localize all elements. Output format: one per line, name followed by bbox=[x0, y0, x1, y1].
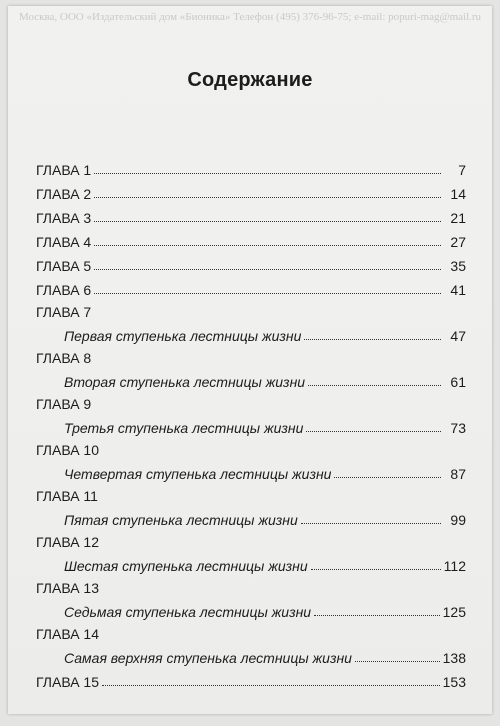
chapter-subtitle: Вторая ступенька лестницы жизни bbox=[64, 374, 306, 390]
page-number: 73 bbox=[450, 420, 466, 436]
dot-leader bbox=[308, 384, 441, 386]
book-page bbox=[8, 6, 492, 714]
dot-leader bbox=[94, 244, 441, 246]
chapter-label: ГЛАВА 5 bbox=[36, 258, 92, 274]
dot-leader bbox=[311, 568, 441, 570]
chapter-label: ГЛАВА 7 bbox=[36, 304, 92, 320]
page-number: 35 bbox=[450, 258, 466, 274]
dot-leader bbox=[94, 268, 441, 270]
dot-leader bbox=[306, 430, 441, 432]
page-number: 14 bbox=[450, 186, 466, 202]
dot-leader bbox=[301, 522, 441, 524]
page-number: 125 bbox=[442, 604, 466, 620]
dot-leader bbox=[94, 220, 441, 222]
page-number: 99 bbox=[450, 512, 466, 528]
toc-entry bbox=[36, 344, 466, 390]
chapter-label: ГЛАВА 11 bbox=[36, 488, 98, 504]
dot-leader bbox=[304, 338, 441, 340]
toc-entry bbox=[36, 226, 466, 250]
toc-entry bbox=[36, 482, 466, 528]
bleed-through-imprint: Москва, ООО «Издательский дом «Бионика» Телефон (495) 376-96-75; e-mail: popuri-mag@mail.ru bbox=[18, 11, 482, 23]
chapter-label: ГЛАВА 3 bbox=[36, 210, 92, 226]
chapter-subtitle: Третья ступенька лестницы жизни bbox=[64, 420, 304, 436]
chapter-label: ГЛАВА 14 bbox=[36, 626, 99, 642]
chapter-subtitle: Самая верхняя ступенька лестницы жизни bbox=[64, 650, 352, 666]
page-number: 87 bbox=[450, 466, 466, 482]
page-number: 112 bbox=[443, 558, 466, 574]
chapter-label: ГЛАВА 8 bbox=[36, 350, 92, 366]
chapter-label: ГЛАВА 15 bbox=[36, 674, 99, 690]
chapter-subtitle: Пятая ступенька лестницы жизни bbox=[64, 512, 298, 528]
page-number: 138 bbox=[442, 650, 466, 666]
dot-leader bbox=[314, 614, 440, 616]
toc-entry bbox=[36, 390, 466, 436]
toc-entry bbox=[36, 250, 466, 274]
toc-entry bbox=[36, 574, 466, 620]
page-number: 41 bbox=[450, 282, 466, 298]
toc-entry bbox=[36, 154, 466, 178]
chapter-label: ГЛАВА 12 bbox=[36, 534, 99, 550]
page-number: 7 bbox=[458, 162, 466, 178]
toc-entry bbox=[36, 274, 466, 298]
page-number: 47 bbox=[450, 328, 466, 344]
chapter-label: ГЛАВА 4 bbox=[36, 234, 92, 250]
page-number: 153 bbox=[442, 674, 466, 690]
chapter-label: ГЛАВА 9 bbox=[36, 396, 92, 412]
chapter-label: ГЛАВА 13 bbox=[36, 580, 99, 596]
toc-entry bbox=[36, 202, 466, 226]
dot-leader bbox=[355, 660, 440, 662]
chapter-subtitle: Четвертая ступенька лестницы жизни bbox=[64, 466, 332, 482]
toc-entry bbox=[36, 528, 466, 574]
chapter-label: ГЛАВА 6 bbox=[36, 282, 92, 298]
chapter-label: ГЛАВА 1 bbox=[36, 162, 92, 178]
page-number: 27 bbox=[450, 234, 466, 250]
toc-entry bbox=[36, 620, 466, 666]
table-of-contents bbox=[36, 154, 466, 690]
chapter-subtitle: Седьмая ступенька лестницы жизни bbox=[64, 604, 312, 620]
toc-entry bbox=[36, 178, 466, 202]
chapter-label: ГЛАВА 10 bbox=[36, 442, 99, 458]
dot-leader bbox=[102, 684, 440, 686]
dot-leader bbox=[94, 292, 441, 294]
page-number: 61 bbox=[450, 374, 466, 390]
dot-leader bbox=[334, 476, 441, 478]
toc-entry bbox=[36, 298, 466, 344]
chapter-subtitle: Шестая ступенька лестницы жизни bbox=[64, 558, 308, 574]
chapter-subtitle: Первая ступенька лестницы жизни bbox=[64, 328, 302, 344]
dot-leader bbox=[94, 172, 441, 174]
dot-leader bbox=[94, 196, 441, 198]
toc-entry bbox=[36, 666, 466, 690]
page-title: Содержание bbox=[187, 69, 313, 91]
chapter-label: ГЛАВА 2 bbox=[36, 186, 92, 202]
page-number: 21 bbox=[450, 210, 466, 226]
toc-entry bbox=[36, 436, 466, 482]
